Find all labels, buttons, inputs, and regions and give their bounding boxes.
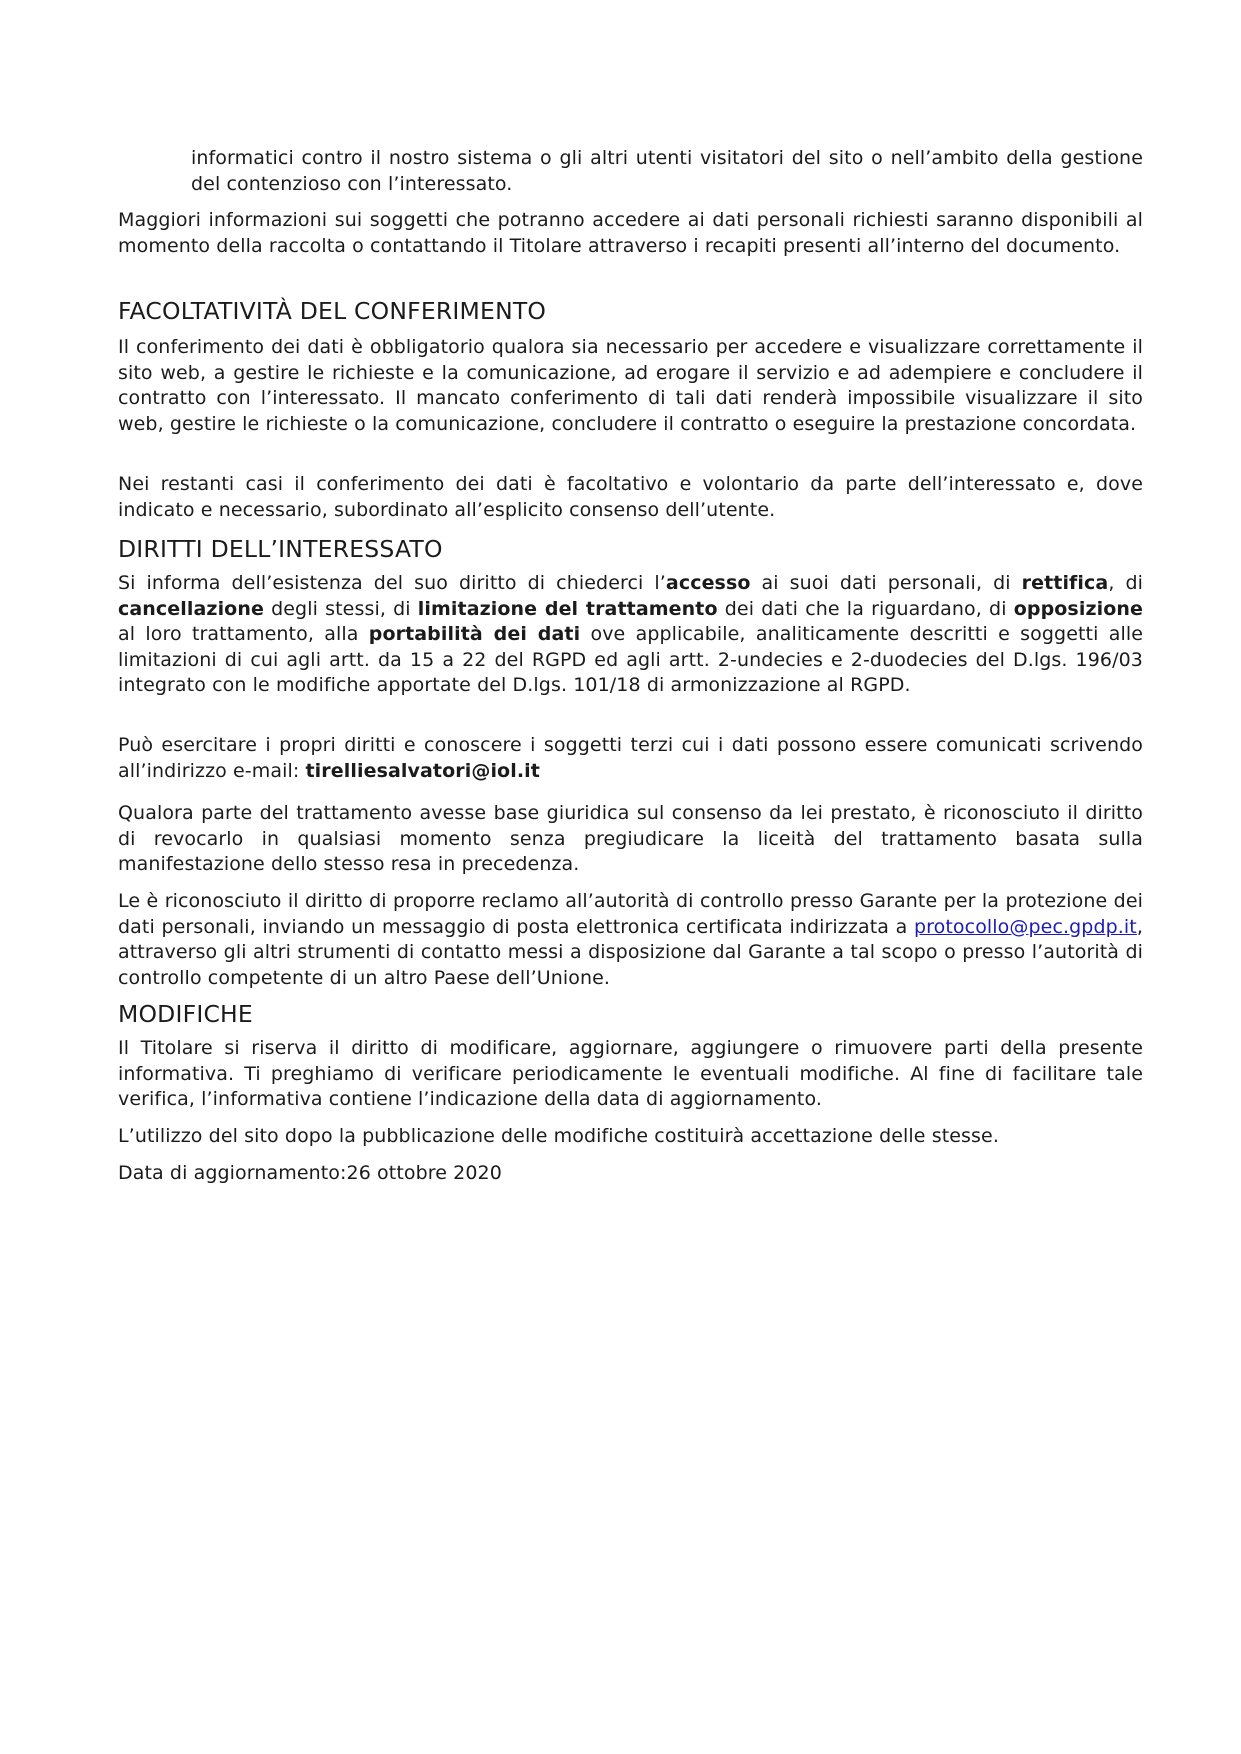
facoltativita-paragraph-2: Nei restanti casi il conferimento dei dati è facoltativo e volontario da parte dell’interessato e, dove indicato e necessario, subordinato all’esplicito consenso dell’utente. — [118, 473, 1143, 521]
text-run: Le è riconosciuto il diritto di proporre reclamo all’autorità di controllo presso Garante per la protezione dei dati personali, inviando un messaggio di posta elettronica certificata indirizzata a — [118, 890, 1143, 938]
text-run: al loro trattamento, alla — [118, 623, 369, 645]
text-run: , di — [1108, 572, 1144, 594]
indented-paragraph: informatici contro il nostro sistema o gli altri utenti visitatori del sito o nell’ambito della gestione del contenzioso con l’interessato. — [191, 147, 1143, 195]
text-run: ai suoi dati personali, di — [750, 572, 1022, 594]
bold-portabilita: portabilità dei dati — [368, 623, 581, 645]
text-run: , attraverso gli altri strumenti di contatto messi a disposizione dal Garante a tal scopo o presso l’autorità di controllo competente di un altro Paese dell’Unione. — [118, 915, 1143, 989]
update-date-label: Data di aggiornamento: — [118, 1162, 347, 1184]
diritti-paragraph-1 — [118, 571, 1143, 699]
contact-email: tirelliesalvatori@iol.it — [305, 759, 540, 782]
garante-email-link[interactable]: protocollo@pec.gpdp.it — [914, 915, 1137, 938]
modifiche-paragraph-2: L’utilizzo del sito dopo la pubblicazione delle modifiche costituirà accettazione delle stesse. — [118, 1125, 999, 1147]
heading-modifiche: MODIFICHE — [118, 1000, 253, 1028]
bold-rettifica: rettifica — [1021, 572, 1109, 594]
update-date-value: 26 ottobre 2020 — [346, 1162, 502, 1184]
diritti-paragraph-3: Qualora parte del trattamento avesse base giuridica sul consenso da lei prestato, è riconosciuto il diritto di revocarlo in qualsiasi momento senza pregiudicare la liceità del trattamento basata sulla manifestazione dello stesso resa in precedenza. — [118, 802, 1143, 875]
bold-limitazione: limitazione del trattamento — [417, 597, 718, 620]
facoltativita-paragraph-1: Il conferimento dei dati è obbligatorio qualora sia necessario per accedere e visualizzare correttamente il sito web, a gestire le richieste e la comunicazione, ad erogare il servizio e ad adempiere e concludere il contratto con l’interessato. Il mancato conferimento di tali dati renderà impossibile visualizzare il sito web, gestire le richieste o la comunicazione, concludere il contratto o eseguire la prestazione concordata. — [118, 336, 1143, 435]
heading-facoltativita: FACOLTATIVITÀ DEL CONFERIMENTO — [118, 297, 547, 325]
heading-diritti: DIRITTI DELL’INTERESSATO — [118, 535, 443, 563]
diritti-paragraph-4 — [118, 889, 1143, 991]
text-run: ove applicabile, analiticamente descritti e soggetti alle limitazioni di cui agli artt. da 15 a 22 del RGPD ed agli artt. 2-undecies e 2-duodecies del D.lgs. 196/03 integrato con le modifiche apportate del D.lgs. 101/18 di armonizzazione al RGPD. — [118, 623, 1144, 696]
bold-cancellazione: cancellazione — [118, 597, 264, 620]
more-info-paragraph: Maggiori informazioni sui soggetti che potranno accedere ai dati personali richiesti saranno disponibili al momento della raccolta o contattando il Titolare attraverso i recapiti presenti all’interno del documento. — [118, 209, 1143, 257]
text-run: Si informa dell’esistenza del suo diritto di chiederci l’ — [118, 572, 666, 594]
modifiche-paragraph-1: Il Titolare si riserva il diritto di modificare, aggiornare, aggiungere o rimuovere parti della presente informativa. Ti preghiamo di verificare periodicamente le eventuali modifiche. Al fine di facilitare tale verifica, l’informativa contiene l’indicazione della data di aggiornamento. — [118, 1037, 1143, 1110]
bold-opposizione: opposizione — [1013, 597, 1143, 620]
text-run: degli stessi, di — [263, 597, 418, 620]
bold-accesso: accesso — [665, 572, 751, 594]
text-run: dei dati che la riguardano, di — [717, 597, 1014, 620]
update-date-line — [118, 1161, 1143, 1187]
diritti-paragraph-2 — [118, 733, 1143, 784]
text-run: Può esercitare i propri diritti e conoscere i soggetti terzi cui i dati possono essere comunicati scrivendo all’indirizzo e-mail: — [118, 734, 1143, 782]
